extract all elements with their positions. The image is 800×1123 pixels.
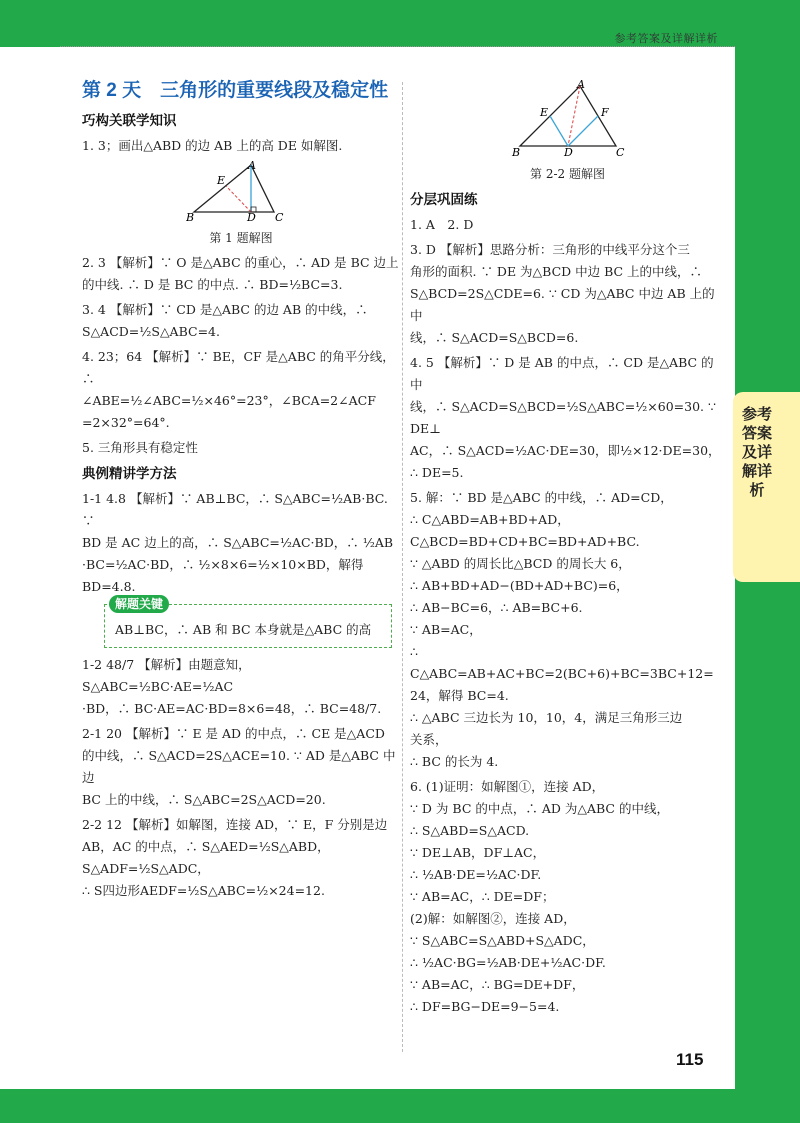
practice-q6-line8: ∵ S△ABC=S△ABD+S△ADC，: [410, 933, 595, 948]
practice-q3-line1: 3. D 【解析】思路分析：三角形的中线平分这个三: [410, 242, 690, 257]
practice-q6-line6: ∵ AB=AC，∴ DE=DF；: [410, 889, 555, 904]
practice-q4-line1: 4. 5 【解析】∵ D 是 AB 的中点，∴ CD 是△ABC 的中: [410, 355, 714, 392]
practice-q5-line10: ∴ △ABC 三边长为 10，10，4，满足三角形三边: [410, 710, 683, 725]
practice-q5-line11: 关系，: [410, 732, 448, 747]
right-column: [410, 78, 725, 1021]
key-point-label: 解题关键: [109, 595, 169, 613]
example-2-1-line1: 2-1 20 【解析】∵ E 是 AD 的中点，∴ CE 是△ACD: [82, 726, 385, 741]
practice-q6: [410, 776, 725, 1018]
practice-q5-line9: 24，解得 BC=4.: [410, 688, 509, 703]
practice-q3-line4: 线，∴ S△ACD=S△BCD=6.: [410, 330, 579, 345]
label-c-2: C: [615, 146, 624, 158]
example-1-1-line4: BD=4.8.: [82, 579, 136, 594]
example-2-1: [82, 723, 400, 811]
figure-2-2-diagram: [508, 78, 628, 158]
practice-q6-line11: ∴ DF=BG−DE=9−5=4.: [410, 999, 560, 1014]
figure-1: [82, 160, 400, 249]
practice-q6-line10: ∵ AB=AC，∴ BG=DE+DF，: [410, 977, 585, 992]
practice-q3-line2: 角形的面积. ∵ DE 为△BCD 中边 BC 上的中线，∴: [410, 264, 703, 279]
practice-q6-line9: ∴ ½AC·BG=½AB·DE+½AC·DF.: [410, 955, 606, 970]
practice-q4-line3: AC，∴ S△ACD=½AC·DE=30，即½×12·DE=30，: [410, 443, 721, 458]
column-divider: [402, 82, 403, 1052]
example-2-1-line3: BC 上的中线，∴ S△ABC=2S△ACD=20.: [82, 792, 326, 807]
label-b: B: [186, 211, 195, 222]
practice-q4-line2: 线，∴ S△ACD=S△BCD=½S△ABC=½×60=30. ∵ DE⊥: [410, 399, 716, 436]
example-2-1-line2: 的中线，∴ S△ACD=2S△ACE=10. ∵ AD 是△ABC 中边: [82, 748, 396, 785]
practice-q5-line3: C△BCD=BD+CD+BC=BD+AD+BC.: [410, 534, 640, 549]
section-heading-methods: 典例精讲学方法: [82, 466, 177, 481]
figure-1-diagram: [186, 160, 296, 222]
figure-2-2: [410, 78, 725, 185]
triangle-abc: [194, 165, 274, 212]
practice-q5-line1: 5. 解：∵ BD 是△ABC 的中线，∴ AD=CD，: [410, 490, 673, 505]
practice-q5-line2: ∴ C△ABD=AB+BD+AD，: [410, 512, 570, 527]
practice-q3-line3: S△BCD=2S△CDE=6. ∵ CD 为△ABC 中边 AB 上的中: [410, 286, 715, 323]
answer-q3: [82, 299, 400, 343]
section-heading-knowledge: 巧构关联学知识: [82, 113, 177, 128]
answer-q5: 5. 三角形具有稳定性: [82, 440, 198, 455]
section-heading-practice: 分层巩固练: [410, 192, 478, 207]
practice-q5-line7: ∵ AB=AC，: [410, 622, 482, 637]
page-number: 115: [676, 1050, 704, 1069]
segment-de: [550, 116, 568, 146]
figure-1-caption: 第 1 题解图: [209, 231, 273, 245]
example-1-1-line1: 1-1 4.8 【解析】∵ AB⊥BC，∴ S△ABC=½AB·BC. ∵: [82, 491, 388, 528]
practice-q6-line1: 6. (1)证明：如解图①，连接 AD，: [410, 779, 605, 794]
key-point-text: AB⊥BC，∴ AB 和 BC 本身就是△ABC 的高: [115, 622, 372, 637]
label-a: A: [248, 160, 256, 172]
example-2-2: [82, 814, 400, 902]
practice-q4-line4: ∴ DE=5.: [410, 465, 464, 480]
label-e-2: E: [539, 106, 548, 119]
example-2-2-line3: ∴ S四边形AEDF=½S△ABC=½×24=12.: [82, 883, 325, 898]
page-title: 第 2 天 三角形的重要线段及稳定性: [82, 80, 389, 101]
answer-q4: [82, 346, 400, 434]
practice-q6-line2: ∵ D 为 BC 的中点，∴ AD 为△ABC 的中线，: [410, 801, 669, 816]
figure-2-2-caption: 第 2-2 题解图: [530, 167, 605, 181]
page-header: [0, 0, 800, 47]
practice-q1-q2: 1. A 2. D: [410, 217, 474, 232]
label-b-2: B: [511, 146, 520, 158]
practice-q5: [410, 487, 725, 773]
median-ad: [568, 86, 580, 146]
answer-q2-line2: 的中线. ∴ D 是 BC 的中点. ∴ BD=½BC=3.: [82, 277, 343, 292]
side-tab-label: 参考答案及详解详析: [742, 405, 773, 499]
answer-q1: 1. 3；画出△ABD 的边 AB 上的高 DE 如解图.: [82, 138, 343, 153]
segment-df: [568, 116, 598, 146]
example-2-2-line2: AB，AC 的中点，∴ S△AED=½S△ABD，S△ADF=½S△ADC，: [82, 839, 330, 876]
header-rule: [60, 46, 735, 47]
practice-q5-line5: ∴ AB+BD+AD−(BD+AD+BC)=6，: [410, 578, 629, 593]
example-1-1-line2: BD 是 AC 边上的高，∴ S△ABC=½AC·BD，∴ ½AB: [82, 535, 394, 550]
practice-q4: [410, 352, 725, 484]
answer-q2-line1: 2. 3 【解析】∵ O 是△ABC 的重心，∴ AD 是 BC 边上: [82, 255, 399, 270]
altitude-de: [226, 186, 251, 212]
left-column: [82, 78, 400, 905]
answer-q4-line3: =2×32°=64°.: [82, 415, 170, 430]
practice-q5-line4: ∵ △ABD 的周长比△BCD 的周长大 6，: [410, 556, 631, 571]
key-point-box: [104, 597, 392, 648]
label-f-2: F: [600, 106, 609, 119]
practice-q6-line5: ∴ ½AB·DE=½AC·DF.: [410, 867, 542, 882]
example-1-2-line1: 1-2 48/7 【解析】由题意知，S△ABC=½BC·AE=½AC: [82, 657, 251, 694]
label-c: C: [275, 211, 284, 222]
practice-q3: [410, 239, 725, 349]
example-2-2-line1: 2-2 12 【解析】如解图，连接 AD，∵ E，F 分别是边: [82, 817, 388, 832]
answer-q4-line2: ∠ABE=½∠ABC=½×46°=23°，∠BCA=2∠ACF: [82, 393, 376, 408]
label-e: E: [217, 174, 226, 187]
practice-q5-line6: ∴ AB−BC=6，∴ AB=BC+6.: [410, 600, 583, 615]
practice-q6-line7: (2)解：如解图②，连接 AD，: [410, 911, 576, 926]
answer-q3-line2: S△ACD=½S△ABC=4.: [82, 324, 220, 339]
example-1-1-line3: ·BC=½AC·BD，∴ ½×8×6=½×10×BD，解得: [82, 557, 364, 572]
label-d: D: [247, 211, 256, 222]
label-a-2: A: [576, 78, 585, 91]
answer-q2: [82, 252, 400, 296]
example-1-2: [82, 654, 400, 720]
answer-q3-line1: 3. 4 【解析】∵ CD 是△ABC 的边 AB 的中线，∴: [82, 302, 368, 317]
label-d-2: D: [563, 146, 573, 158]
header-title: 参考答案及详解详析: [614, 32, 718, 45]
practice-q5-line8: ∴ C△ABC=AB+AC+BC=2(BC+6)+BC=3BC+12=: [410, 644, 714, 681]
practice-q6-line4: ∵ DE⊥AB，DF⊥AC，: [410, 845, 546, 860]
answer-q4-line1: 4. 23；64 【解析】∵ BE，CF 是△ABC 的角平分线，∴: [82, 349, 395, 386]
practice-q5-line12: ∴ BC 的长为 4.: [410, 754, 499, 769]
example-1-2-line2: ·BD，∴ BC·AE=AC·BD=8×6=48，∴ BC=48/7.: [82, 701, 382, 716]
example-1-1: [82, 488, 400, 598]
practice-q6-line3: ∴ S△ABD=S△ACD.: [410, 823, 530, 838]
